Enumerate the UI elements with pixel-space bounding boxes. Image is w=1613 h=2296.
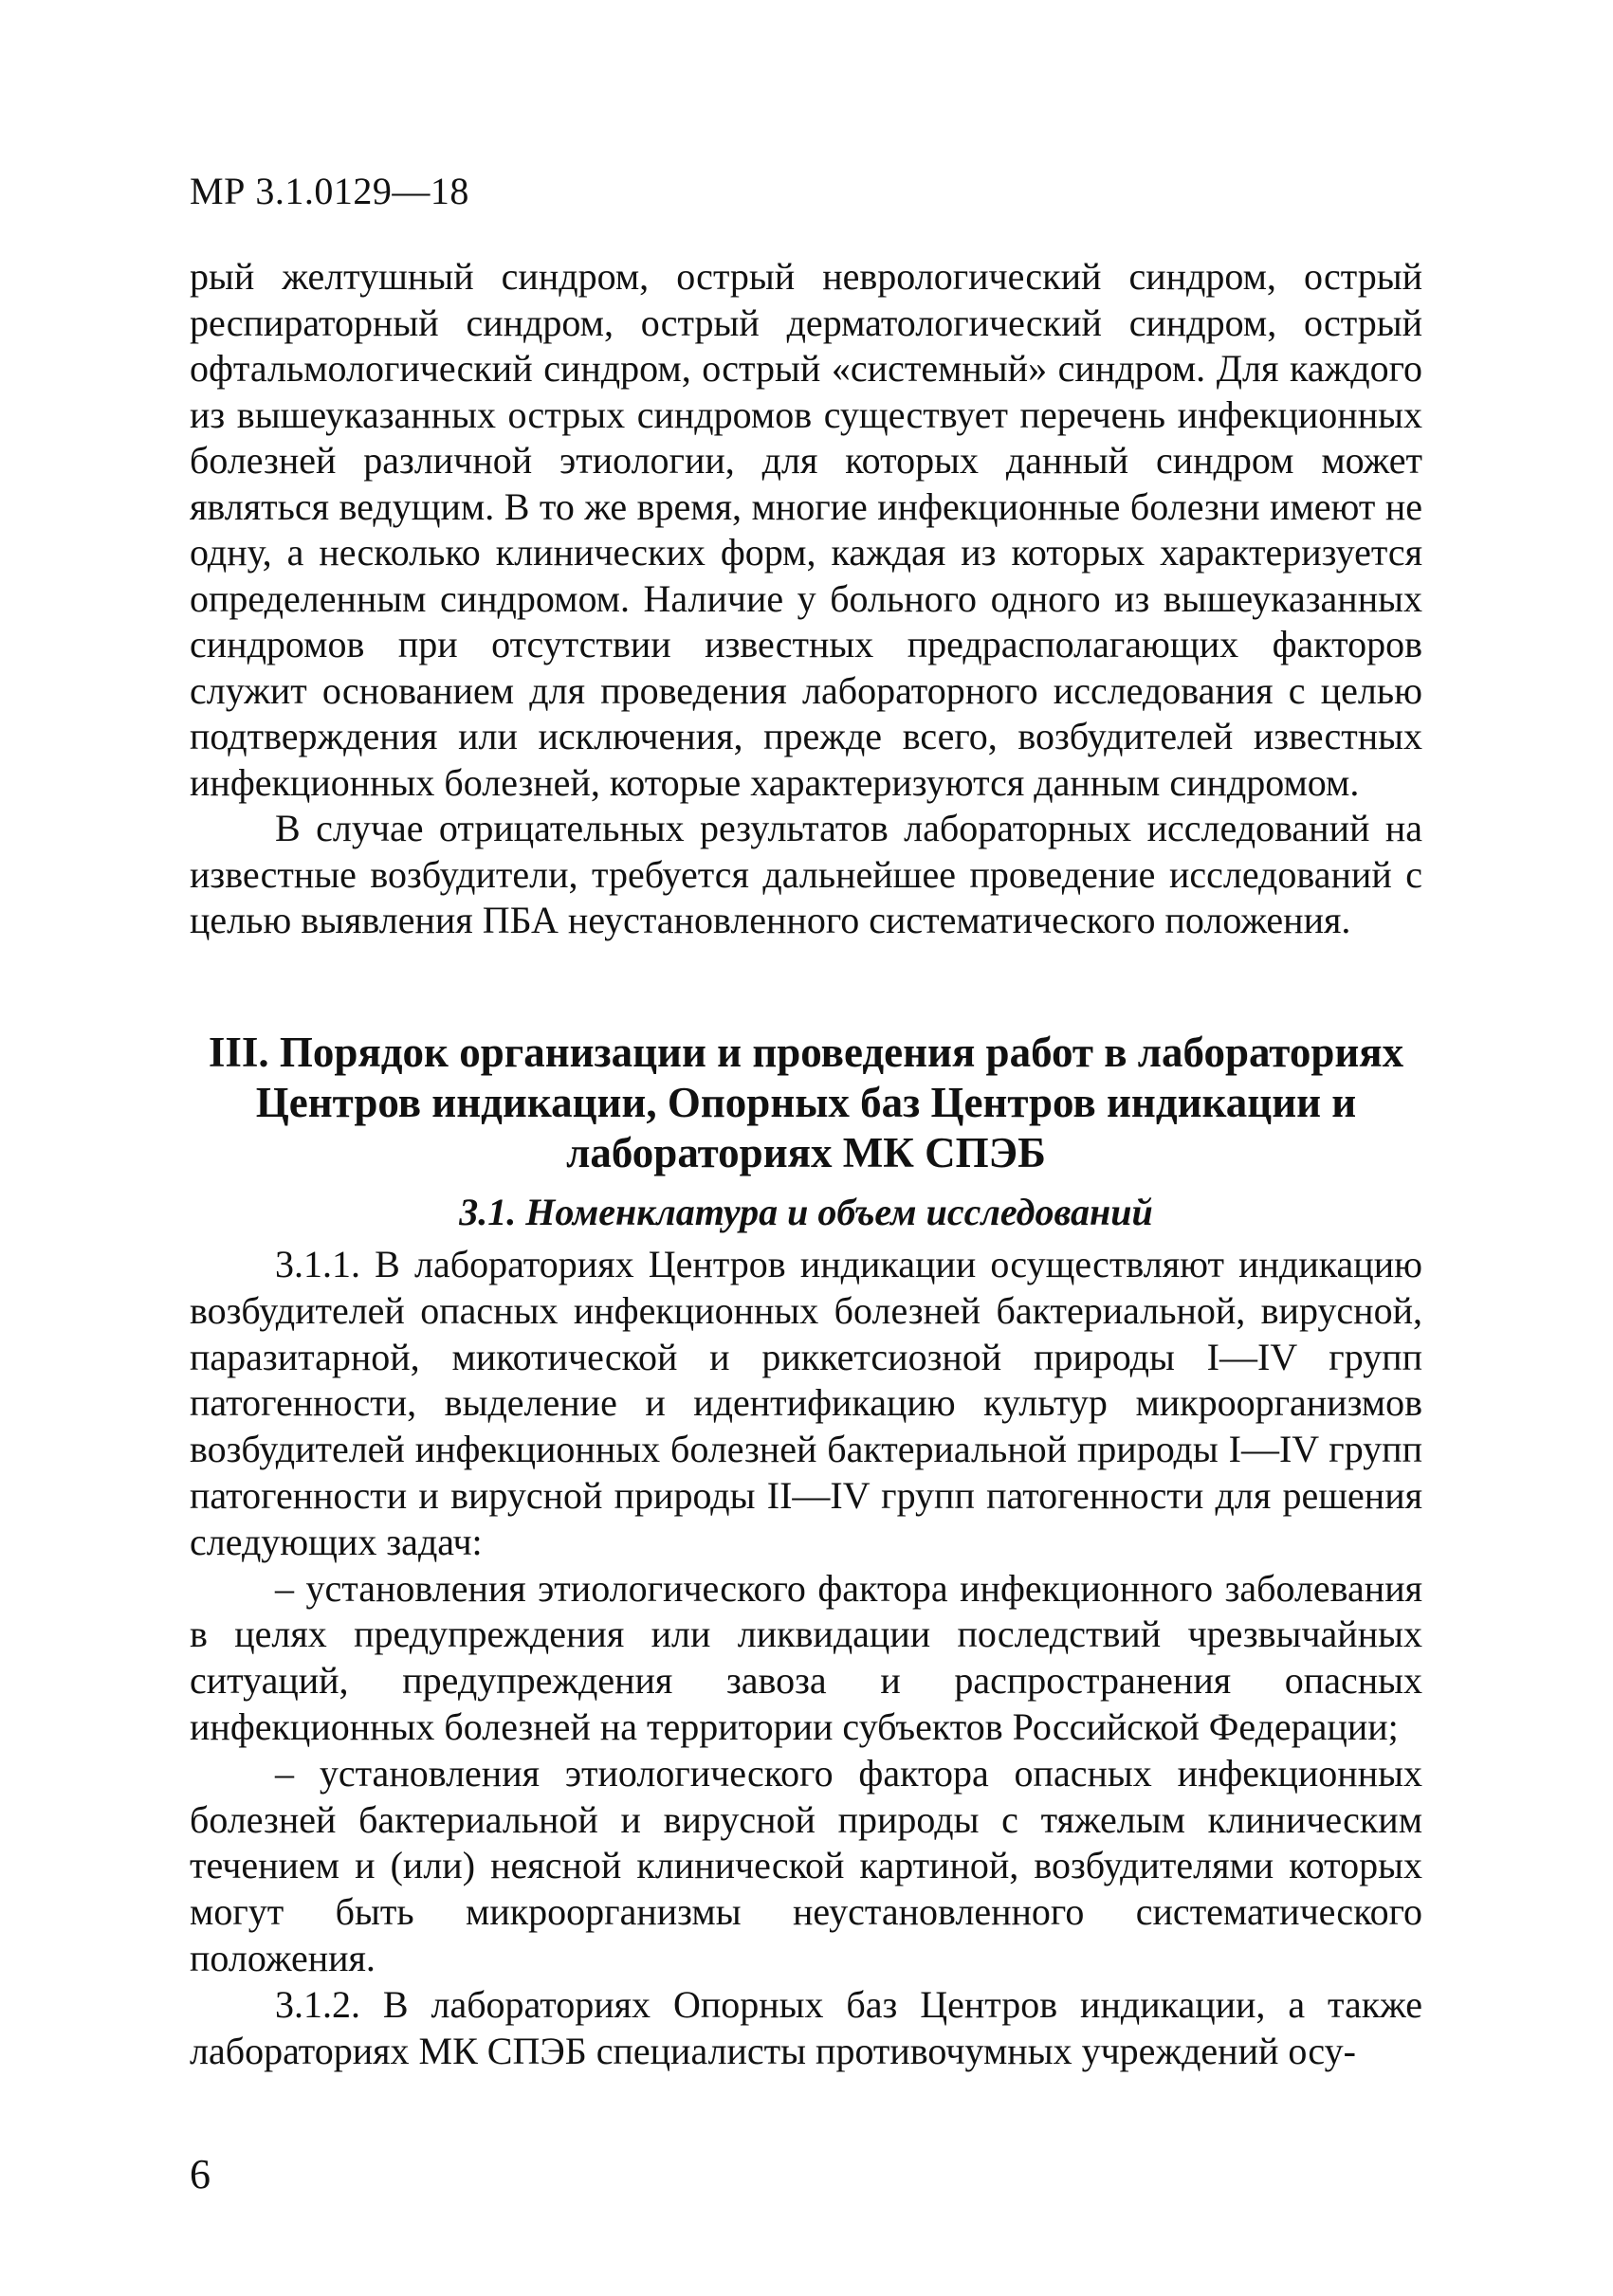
list-item: – установления этиологического фактора опасных инфекционных болезней бактериальной и вирусной природы с тяжелым клиническим течением и (или) неясной клинической картиной, возбудителями которых могут быть микроорганизмы неустановленного систематического положения.	[190, 1751, 1422, 1979]
section-title-line: III. Порядок организации и проведения работ в лабораториях	[208, 1029, 1404, 1076]
paragraph: 3.1.2. В лабораториях Опорных баз Центров индикации, а также лабораториях МК СПЭБ специалисты противочумных учреждений осу-	[190, 1982, 1422, 2072]
document-code: МР 3.1.0129—18	[190, 170, 469, 212]
page-number: 6	[190, 2151, 211, 2197]
paragraph: В случае отрицательных результатов лабораторных исследований на известные возбудители, требуется дальнейшее проведение исследований с целью выявления ПБА неустановленного систематического положения.	[190, 807, 1422, 941]
subsection-title: 3.1. Номенклатура и объем исследований	[459, 1191, 1153, 1233]
paragraph: рый желтушный синдром, острый неврологический синдром, острый респираторный синдром, острый дерматологический синдром, острый офтальмологический синдром, острый «системный» синдром. Для каждого из вышеуказанных острых синдромов существует перечень инфекционных болезней различной этиологии, для которых данный синдром может являться ведущим. В то же время, многие инфекционные болезни имеют не одну, а несколько клинических форм, каждая из которых характеризуется определенным синдромом. Наличие у больного одного из вышеуказанных синдромов при отсутствии известных предрасполагающих факторов служит основанием для проведения лабораторного исследования с целью подтверждения или исключения, прежде всего, возбудителей известных инфекционных болезней, которые характеризуются данным синдромом.	[190, 255, 1422, 804]
section-title-line: лабораториях МК СПЭБ	[566, 1129, 1046, 1176]
paragraph: 3.1.1. В лабораториях Центров индикации осуществляют индикацию возбудителей опасных инфекционных болезней бактериальной, вирусной, паразитарной, микотической и риккетсиозной природы I—IV групп патогенности, выделение и идентификацию культур микроорганизмов возбудителей инфекционных болезней бактериальной природы I—IV групп патогенности и вирусной природы II—IV групп патогенности для решения следующих задач:	[190, 1243, 1422, 1563]
list-item: – установления этиологического фактора инфекционного заболевания в целях предупреждения или ликвидации последствий чрезвычайных ситуаций, предупреждения завоза и распространения опасных инфекционных болезней на территории субъектов Российской Федерации;	[190, 1566, 1422, 1748]
section-title-line: Центров индикации, Опорных баз Центров индикации и	[255, 1079, 1357, 1126]
section-text	[190, 1242, 1422, 2074]
section-title	[190, 1028, 1422, 1178]
intro-text	[190, 254, 1422, 944]
